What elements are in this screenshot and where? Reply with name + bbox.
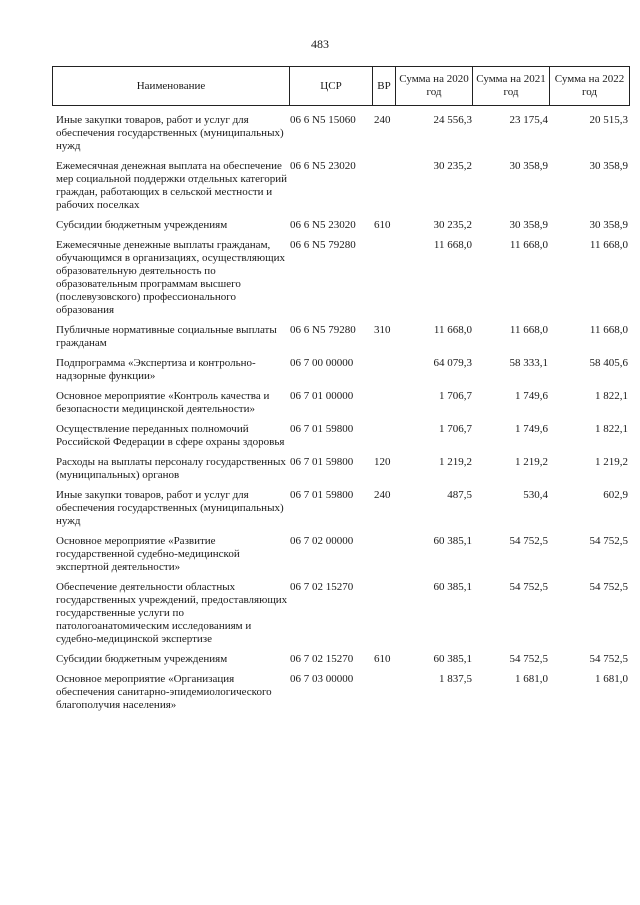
row-sum-2021: 1 749,6	[515, 390, 548, 402]
table-row	[52, 489, 630, 528]
row-sum-2022: 1 822,1	[595, 423, 628, 435]
row-csr: 06 7 00 00000	[290, 357, 354, 369]
header-vr: ВР	[372, 67, 395, 105]
row-csr: 06 6 N5 23020	[290, 160, 356, 172]
header-sum-2021: Сумма на 2021 год	[472, 67, 549, 105]
header-sum-2020: Сумма на 2020 год	[395, 67, 472, 105]
row-name: Основное мероприятие «Развитие государственной судебно-медицинской экспертной деятельности»	[56, 535, 240, 573]
row-sum-2021: 58 333,1	[509, 357, 548, 369]
row-sum-2022: 54 752,5	[589, 653, 628, 665]
row-sum-2022: 30 358,9	[589, 219, 628, 231]
row-sum-2020: 1 706,7	[439, 390, 472, 402]
row-csr: 06 6 N5 79280	[290, 239, 356, 251]
row-sum-2021: 54 752,5	[509, 535, 548, 547]
row-vr	[374, 239, 396, 317]
row-vr	[374, 423, 396, 449]
table-row	[52, 219, 630, 232]
row-csr: 06 7 01 59800	[290, 423, 354, 435]
row-sum-2022: 1 681,0	[595, 673, 628, 685]
table-row	[52, 390, 630, 416]
row-sum-2021: 54 752,5	[509, 581, 548, 593]
row-csr: 06 7 01 59800	[290, 489, 354, 501]
row-name: Основное мероприятие «Организация обеспечения санитарно-эпидемиологического благополучия населения»	[56, 673, 272, 711]
table-row	[52, 456, 630, 482]
row-sum-2022: 58 405,6	[589, 357, 628, 369]
row-vr: 310	[374, 324, 391, 336]
row-vr: 610	[374, 653, 391, 665]
row-csr: 06 7 01 00000	[290, 390, 354, 402]
row-name: Ежемесячные денежные выплаты гражданам, обучающимся в организациях, осуществляющих образовательную деятельность по образовательным программам высшего (послевузовского) профессионального образования	[56, 239, 285, 316]
table-row	[52, 239, 630, 317]
row-name: Иные закупки товаров, работ и услуг для обеспечения государственных (муниципальных) нужд	[56, 114, 284, 152]
row-sum-2021: 30 358,9	[509, 160, 548, 172]
row-vr: 240	[374, 114, 391, 126]
row-vr	[374, 535, 396, 574]
row-name: Расходы на выплаты персоналу государственных (муниципальных) органов	[56, 456, 286, 481]
row-csr: 06 7 02 15270	[290, 581, 354, 593]
row-sum-2020: 60 385,1	[433, 653, 472, 665]
table-row	[52, 357, 630, 383]
table-row	[52, 581, 630, 646]
table-body	[52, 114, 630, 712]
row-name: Субсидии бюджетным учреждениям	[56, 219, 228, 231]
row-sum-2022: 11 668,0	[589, 239, 628, 251]
row-sum-2022: 20 515,3	[589, 114, 628, 126]
table-row	[52, 653, 630, 666]
row-name: Основное мероприятие «Контроль качества и безопасности медицинской деятельности»	[56, 390, 270, 415]
row-sum-2021: 30 358,9	[509, 219, 548, 231]
row-sum-2020: 64 079,3	[433, 357, 472, 369]
row-name: Публичные нормативные социальные выплаты гражданам	[56, 324, 277, 349]
row-sum-2022: 1 822,1	[595, 390, 628, 402]
row-csr: 06 6 N5 15060	[290, 114, 356, 126]
row-sum-2020: 60 385,1	[433, 581, 472, 593]
row-vr: 240	[374, 489, 391, 501]
row-sum-2020: 30 235,2	[433, 160, 472, 172]
row-sum-2020: 60 385,1	[433, 535, 472, 547]
row-sum-2020: 1 837,5	[439, 673, 472, 685]
table-row	[52, 324, 630, 350]
row-name: Обеспечение деятельности областных государственных учреждений, предоставляющих государственные услуги по патологоанатомическим исследованиям и судебно-медицинской экспертизе	[56, 581, 288, 645]
row-csr: 06 7 01 59800	[290, 456, 354, 468]
row-sum-2020: 11 668,0	[433, 324, 472, 336]
row-sum-2022: 11 668,0	[589, 324, 628, 336]
row-csr: 06 7 02 15270	[290, 653, 354, 665]
table-header	[52, 66, 630, 106]
header-name: Наименование	[136, 79, 206, 92]
table-row	[52, 423, 630, 449]
row-sum-2022: 54 752,5	[589, 535, 628, 547]
row-name: Осуществление переданных полномочий Российской Федерации в сфере охраны здоровья	[56, 423, 285, 448]
budget-table	[52, 66, 630, 719]
row-name: Ежемесячная денежная выплата на обеспечение мер социальной поддержки отдельных категорий граждан, работающих в сельской местности и рабочих поселках	[56, 160, 287, 211]
row-sum-2021: 1 681,0	[515, 673, 548, 685]
row-vr	[374, 160, 396, 212]
row-sum-2021: 11 668,0	[509, 324, 548, 336]
row-vr	[374, 673, 396, 712]
row-sum-2020: 1 706,7	[439, 423, 472, 435]
row-sum-2020: 11 668,0	[433, 239, 472, 251]
row-sum-2021: 1 219,2	[515, 456, 548, 468]
row-vr	[374, 581, 396, 646]
header-csr: ЦСР	[289, 67, 372, 105]
header-sum-2022: Сумма на 2022 год	[549, 67, 629, 105]
row-name: Субсидии бюджетным учреждениям	[56, 653, 228, 665]
table-row	[52, 535, 630, 574]
row-sum-2021: 11 668,0	[509, 239, 548, 251]
row-csr: 06 7 02 00000	[290, 535, 354, 547]
row-sum-2020: 30 235,2	[433, 219, 472, 231]
row-vr: 610	[374, 219, 391, 231]
table-row	[52, 114, 630, 153]
row-vr	[374, 390, 396, 416]
row-sum-2021: 54 752,5	[509, 653, 548, 665]
row-vr	[374, 357, 396, 383]
row-csr: 06 6 N5 79280	[290, 324, 356, 336]
row-name: Иные закупки товаров, работ и услуг для обеспечения государственных (муниципальных) нужд	[56, 489, 284, 527]
row-sum-2022: 1 219,2	[595, 456, 628, 468]
row-name: Подпрограмма «Экспертиза и контрольно-надзорные функции»	[56, 357, 256, 382]
row-sum-2020: 24 556,3	[433, 114, 472, 126]
row-sum-2022: 30 358,9	[589, 160, 628, 172]
row-sum-2021: 530,4	[523, 489, 548, 501]
row-sum-2022: 602,9	[603, 489, 628, 501]
row-sum-2020: 1 219,2	[439, 456, 472, 468]
row-sum-2021: 1 749,6	[515, 423, 548, 435]
row-sum-2021: 23 175,4	[509, 114, 548, 126]
row-sum-2020: 487,5	[447, 489, 472, 501]
row-csr: 06 7 03 00000	[290, 673, 354, 685]
row-vr: 120	[374, 456, 391, 468]
row-sum-2022: 54 752,5	[589, 581, 628, 593]
table-row	[52, 160, 630, 212]
row-csr: 06 6 N5 23020	[290, 219, 356, 231]
page-number: 483	[311, 37, 329, 51]
table-row	[52, 673, 630, 712]
